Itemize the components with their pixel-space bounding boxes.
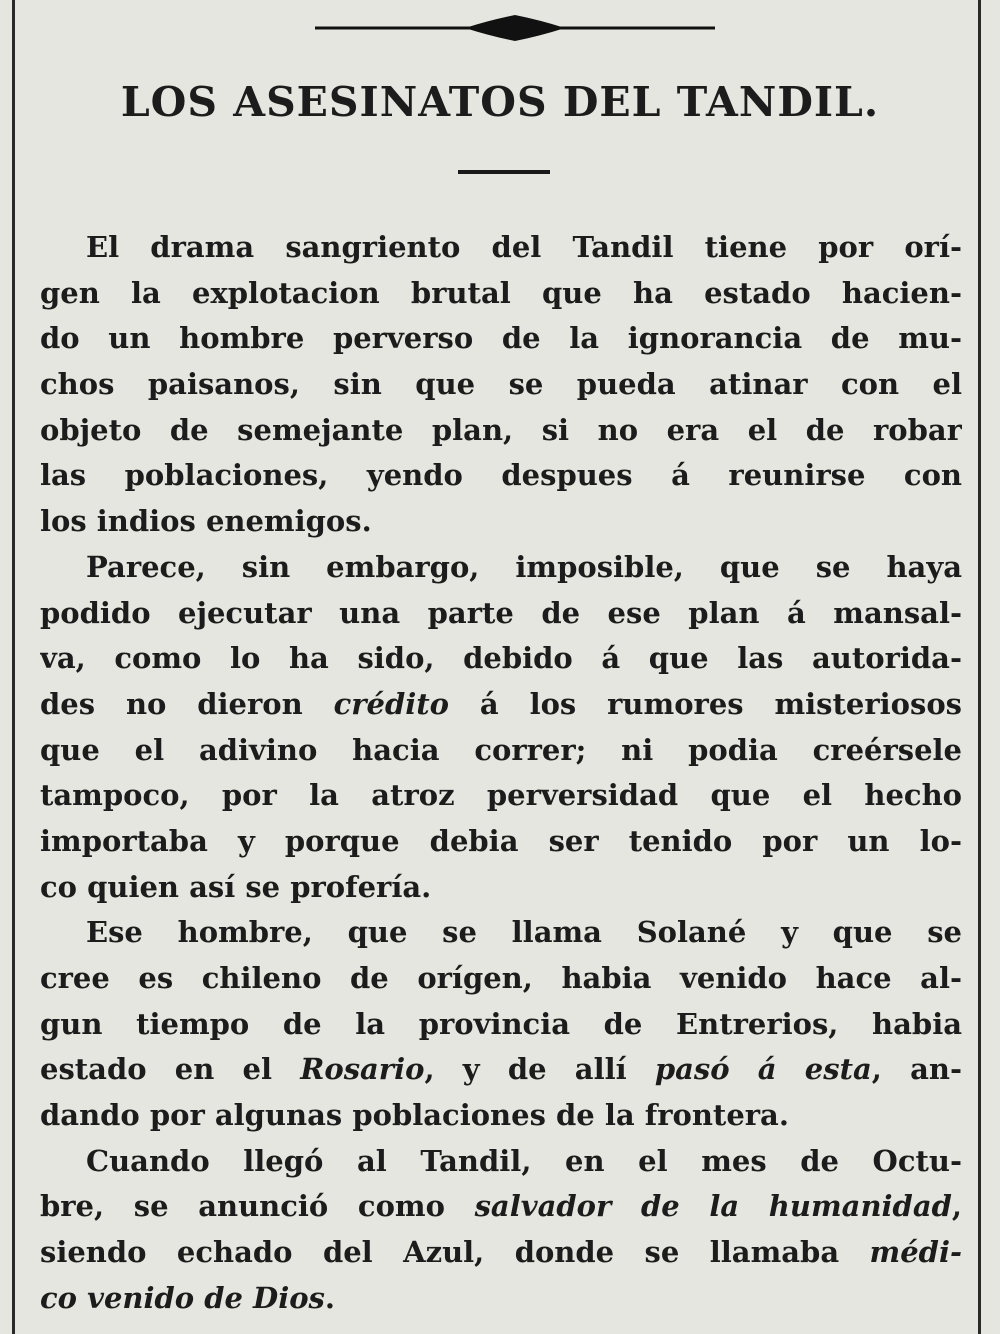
ornamental-divider xyxy=(315,10,715,46)
text-line: podido ejecutar una parte de ese plan á mansal- xyxy=(40,595,962,630)
text-line: que el adivino hacia correr; ni podia creérsele xyxy=(40,732,962,767)
text-line: va, como lo ha sido, debido á que las autorida- xyxy=(40,641,962,676)
column-rule-left xyxy=(12,0,15,1334)
article-body xyxy=(40,225,962,1322)
text-line: co quien así se profería. xyxy=(40,869,432,904)
text-line: objeto de semejante plan, si no era el de robar xyxy=(40,412,962,447)
text-line: gen la explotacion brutal que ha estado hacien- xyxy=(40,275,962,310)
text-line: cree es chileno de orígen, habia venido hace al- xyxy=(40,961,962,995)
text-line: chos paisanos, sin que se pueda atinar con el xyxy=(40,367,962,402)
text-line: El drama sangriento del Tandil tiene por orí- xyxy=(86,230,962,264)
column-rule-right xyxy=(978,0,981,1334)
text-line: siendo echado del Azul, donde se llamaba médi- xyxy=(40,1235,962,1270)
text-line: Parece, sin embargo, imposible, que se haya xyxy=(86,549,962,584)
text-line: do un hombre perverso de la ignorancia de mu- xyxy=(40,321,962,356)
text-line: las poblaciones, yendo despues á reunirse con xyxy=(40,458,962,493)
article-headline: LOS ASESINATOS DEL TANDIL. xyxy=(120,78,880,126)
text-line: los indios enemigos. xyxy=(40,504,372,539)
text-line: des no dieron crédito á los rumores misteriosos xyxy=(40,686,962,721)
text-line: bre, se anunció como salvador de la humanidad, xyxy=(40,1189,962,1224)
headline-rule xyxy=(458,170,550,174)
text-line: importaba y porque debia ser tenido por un lo- xyxy=(40,823,962,858)
text-line: Cuando llegó al Tandil, en el mes de Octu- xyxy=(86,1143,962,1178)
text-line: Ese hombre, que se llama Solané y que se xyxy=(86,915,962,950)
text-line: tampoco, por la atroz perversidad que el hecho xyxy=(40,778,962,813)
text-line: gun tiempo de la provincia de Entrerios, habia xyxy=(40,1006,962,1041)
text-line: estado en el Rosario, y de allí pasó á esta, an- xyxy=(40,1052,962,1087)
text-line: dando por algunas poblaciones de la frontera. xyxy=(40,1098,789,1133)
text-line: co venido de Dios. xyxy=(40,1280,335,1315)
